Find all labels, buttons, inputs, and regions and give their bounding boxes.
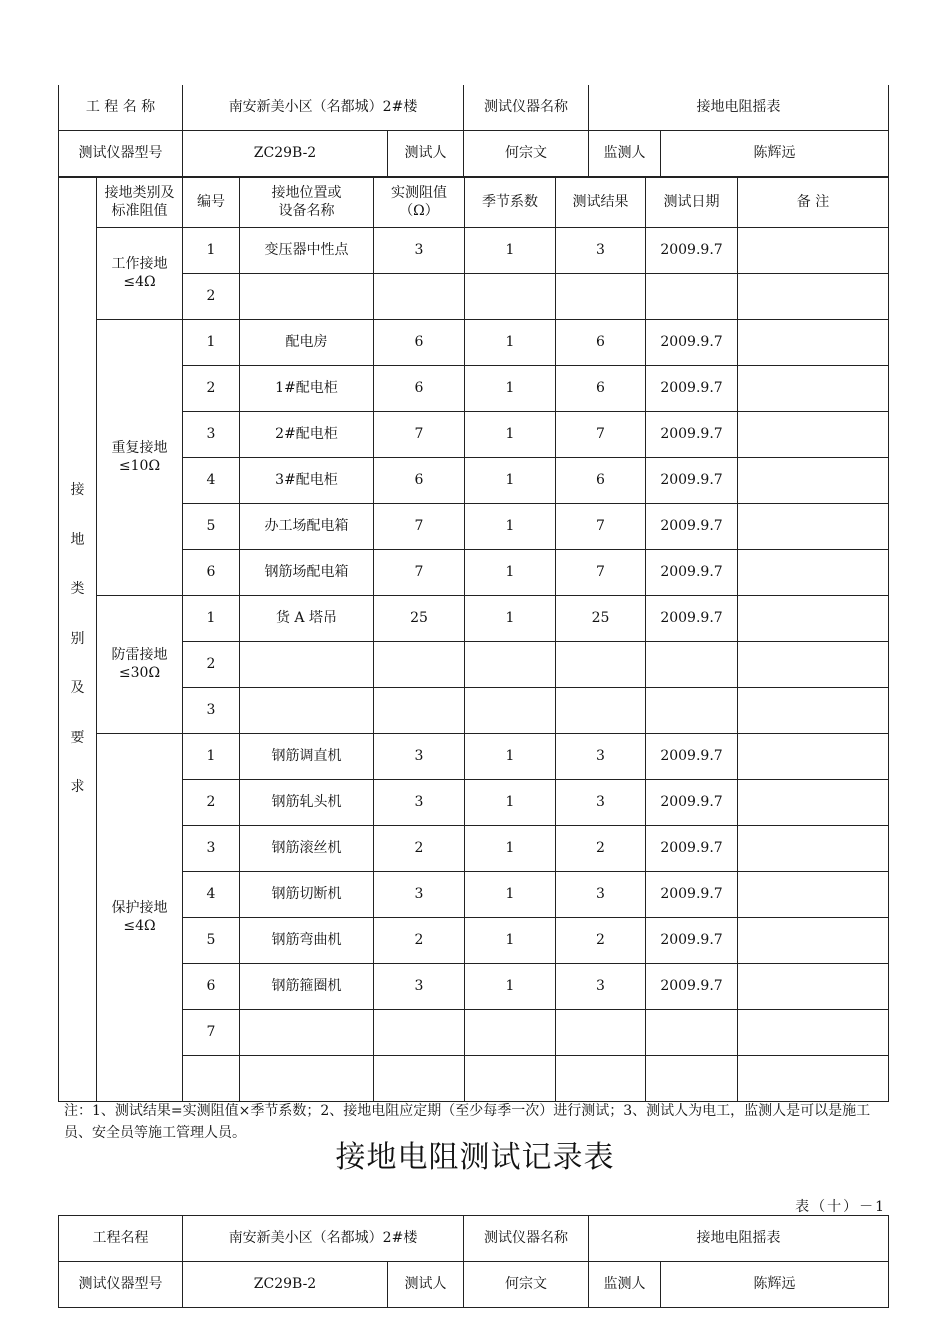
cell-location: 钢筋切断机 — [240, 872, 374, 918]
cell-remark — [738, 228, 889, 274]
cell-season: 1 — [465, 504, 556, 550]
cell-measured — [374, 688, 465, 734]
col-header-measured: 实测阻值 （Ω） — [374, 178, 465, 228]
cell-measured: 7 — [374, 550, 465, 596]
table-row — [59, 642, 889, 688]
cell-date: 2009.9.7 — [646, 320, 738, 366]
cell-season: 1 — [465, 780, 556, 826]
cell-location: 钢筋调直机 — [240, 734, 374, 780]
cell-remark — [738, 320, 889, 366]
cell-remark — [738, 918, 889, 964]
instrument-name-label: 测试仪器名称 — [464, 85, 589, 131]
table-row — [59, 596, 889, 642]
monitor-value: 陈辉远 — [661, 131, 889, 177]
cell-result: 3 — [556, 780, 646, 826]
cell-no: 1 — [183, 320, 240, 366]
group-type-standard: 重复接地 ≤10Ω — [97, 320, 183, 596]
col-header-season: 季节系数 — [465, 178, 556, 228]
cell-remark — [738, 596, 889, 642]
tester-label-2: 测试人 — [388, 1262, 464, 1308]
table-row — [59, 780, 889, 826]
cell-result — [556, 1010, 646, 1056]
cell-measured: 3 — [374, 780, 465, 826]
cell-season — [465, 642, 556, 688]
cell-date — [646, 1056, 738, 1102]
table-row — [59, 1010, 889, 1056]
monitor-label-2: 监测人 — [589, 1262, 661, 1308]
cell-no — [183, 1056, 240, 1102]
instrument-model-value-2: ZC29B-2 — [183, 1262, 388, 1308]
instrument-name-value-2: 接地电阻摇表 — [589, 1216, 889, 1262]
cell-location: 货 A 塔吊 — [240, 596, 374, 642]
cell-season: 1 — [465, 412, 556, 458]
cell-measured: 2 — [374, 826, 465, 872]
cell-remark — [738, 504, 889, 550]
cell-location: 钢筋箍圈机 — [240, 964, 374, 1010]
cell-measured: 6 — [374, 458, 465, 504]
cell-result — [556, 1056, 646, 1102]
cell-remark — [738, 734, 889, 780]
table-row — [59, 964, 889, 1010]
table-row — [59, 734, 889, 780]
cell-season: 1 — [465, 228, 556, 274]
monitor-label: 监测人 — [589, 131, 661, 177]
cell-measured: 6 — [374, 366, 465, 412]
cell-no: 7 — [183, 1010, 240, 1056]
cell-remark — [738, 872, 889, 918]
cell-season: 1 — [465, 734, 556, 780]
cell-season: 1 — [465, 826, 556, 872]
cell-date: 2009.9.7 — [646, 366, 738, 412]
cell-season: 1 — [465, 872, 556, 918]
cell-no: 4 — [183, 872, 240, 918]
cell-remark — [738, 550, 889, 596]
vertical-category-label: 接 地 类 别 及 要 求 — [59, 178, 97, 1102]
cell-remark — [738, 642, 889, 688]
cell-no: 6 — [183, 550, 240, 596]
cell-result — [556, 642, 646, 688]
col-header-result: 测试结果 — [556, 178, 646, 228]
cell-season — [465, 274, 556, 320]
cell-date: 2009.9.7 — [646, 826, 738, 872]
cell-date: 2009.9.7 — [646, 964, 738, 1010]
cell-season: 1 — [465, 964, 556, 1010]
cell-season: 1 — [465, 366, 556, 412]
cell-no: 2 — [183, 642, 240, 688]
cell-location — [240, 1056, 374, 1102]
cell-location: 钢筋轧头机 — [240, 780, 374, 826]
project-label-2: 工程名程 — [59, 1216, 183, 1262]
cell-date: 2009.9.7 — [646, 780, 738, 826]
note-text: 注：1、测试结果=实测阻值×季节系数；2、接地电阻应定期（至少每季一次）进行测试；3、测试人为电工，监测人是可以是施工员、安全员等施工管理人员。 — [64, 1103, 871, 1141]
cell-result: 7 — [556, 412, 646, 458]
cell-measured — [374, 1010, 465, 1056]
cell-measured: 3 — [374, 228, 465, 274]
project-label: 工 程 名 称 — [59, 85, 183, 131]
cell-result: 2 — [556, 918, 646, 964]
cell-no: 3 — [183, 688, 240, 734]
cell-no: 1 — [183, 228, 240, 274]
cell-measured — [374, 642, 465, 688]
cell-remark — [738, 964, 889, 1010]
cell-remark — [738, 826, 889, 872]
cell-no: 1 — [183, 734, 240, 780]
cell-location — [240, 688, 374, 734]
col-header-type-standard: 接地类别及 标准阻值 — [97, 178, 183, 228]
instrument-name-label-2: 测试仪器名称 — [464, 1216, 589, 1262]
table-row — [59, 1056, 889, 1102]
cell-location: 钢筋弯曲机 — [240, 918, 374, 964]
cell-date — [646, 274, 738, 320]
tester-value: 何宗文 — [464, 131, 589, 177]
cell-result: 3 — [556, 964, 646, 1010]
cell-measured: 2 — [374, 918, 465, 964]
table-row — [59, 274, 889, 320]
cell-measured: 3 — [374, 872, 465, 918]
cell-season — [465, 688, 556, 734]
cell-no: 6 — [183, 964, 240, 1010]
table-row — [59, 228, 889, 274]
measurement-table — [58, 177, 889, 1102]
cell-measured — [374, 274, 465, 320]
instrument-name-value: 接地电阻摇表 — [589, 85, 889, 131]
cell-location — [240, 274, 374, 320]
cell-measured: 25 — [374, 596, 465, 642]
cell-season: 1 — [465, 320, 556, 366]
cell-remark — [738, 780, 889, 826]
table-row — [59, 688, 889, 734]
cell-location: 配电房 — [240, 320, 374, 366]
cell-remark — [738, 1056, 889, 1102]
project-value-2: 南安新美小区（名都城）2#楼 — [183, 1216, 464, 1262]
cell-season: 1 — [465, 550, 556, 596]
cell-result: 6 — [556, 320, 646, 366]
cell-result: 3 — [556, 228, 646, 274]
cell-measured: 3 — [374, 734, 465, 780]
cell-location: 钢筋场配电箱 — [240, 550, 374, 596]
cell-result: 25 — [556, 596, 646, 642]
cell-result: 3 — [556, 872, 646, 918]
cell-no: 5 — [183, 504, 240, 550]
cell-remark — [738, 274, 889, 320]
cell-result: 2 — [556, 826, 646, 872]
cell-location — [240, 1010, 374, 1056]
col-header-location: 接地位置或 设备名称 — [240, 178, 374, 228]
table-row — [59, 412, 889, 458]
cell-date: 2009.9.7 — [646, 412, 738, 458]
cell-no: 3 — [183, 412, 240, 458]
group-type-standard: 工作接地 ≤4Ω — [97, 228, 183, 320]
col-header-date: 测试日期 — [646, 178, 738, 228]
tester-label: 测试人 — [388, 131, 464, 177]
cell-measured: 7 — [374, 412, 465, 458]
cell-location: 办工场配电箱 — [240, 504, 374, 550]
cell-remark — [738, 1010, 889, 1056]
cell-result — [556, 688, 646, 734]
cell-no: 2 — [183, 780, 240, 826]
form-title: 接地电阻测试记录表 — [335, 1140, 615, 1175]
tester-value-2: 何宗文 — [464, 1262, 589, 1308]
cell-date: 2009.9.7 — [646, 458, 738, 504]
column-header-row — [59, 178, 889, 228]
instrument-model-label: 测试仪器型号 — [59, 131, 183, 177]
cell-result: 7 — [556, 504, 646, 550]
cell-date: 2009.9.7 — [646, 504, 738, 550]
table-row — [59, 872, 889, 918]
project-value: 南安新美小区（名都城）2#楼 — [183, 85, 464, 131]
cell-no: 2 — [183, 366, 240, 412]
cell-no: 5 — [183, 918, 240, 964]
cell-date: 2009.9.7 — [646, 918, 738, 964]
header-table-2 — [58, 1215, 889, 1308]
cell-result: 3 — [556, 734, 646, 780]
cell-result: 6 — [556, 458, 646, 504]
cell-season — [465, 1010, 556, 1056]
cell-location: 2#配电柜 — [240, 412, 374, 458]
cell-date: 2009.9.7 — [646, 550, 738, 596]
table-row — [59, 320, 889, 366]
cell-result: 7 — [556, 550, 646, 596]
cell-no: 1 — [183, 596, 240, 642]
col-header-number: 编号 — [183, 178, 240, 228]
cell-no: 4 — [183, 458, 240, 504]
cell-season: 1 — [465, 918, 556, 964]
instrument-model-label-2: 测试仪器型号 — [59, 1262, 183, 1308]
cell-location: 变压器中性点 — [240, 228, 374, 274]
cell-date — [646, 642, 738, 688]
cell-remark — [738, 688, 889, 734]
cell-result — [556, 274, 646, 320]
cell-location: 钢筋滚丝机 — [240, 826, 374, 872]
table-row — [59, 550, 889, 596]
cell-no: 2 — [183, 274, 240, 320]
cell-date: 2009.9.7 — [646, 228, 738, 274]
cell-date — [646, 688, 738, 734]
cell-remark — [738, 366, 889, 412]
cell-measured: 7 — [374, 504, 465, 550]
cell-date: 2009.9.7 — [646, 734, 738, 780]
table-row — [59, 826, 889, 872]
cell-measured — [374, 1056, 465, 1102]
table-row — [59, 504, 889, 550]
group-type-standard: 保护接地 ≤4Ω — [97, 734, 183, 1102]
cell-date: 2009.9.7 — [646, 872, 738, 918]
cell-location — [240, 642, 374, 688]
header-table — [58, 85, 889, 177]
table-row — [59, 458, 889, 504]
form-number: 表（十）－1 — [795, 1199, 886, 1215]
cell-no: 3 — [183, 826, 240, 872]
cell-date — [646, 1010, 738, 1056]
cell-date: 2009.9.7 — [646, 596, 738, 642]
monitor-value-2: 陈辉远 — [661, 1262, 889, 1308]
cell-season — [465, 1056, 556, 1102]
cell-location: 3#配电柜 — [240, 458, 374, 504]
group-type-standard: 防雷接地 ≤30Ω — [97, 596, 183, 734]
cell-season: 1 — [465, 458, 556, 504]
table-row — [59, 918, 889, 964]
cell-measured: 6 — [374, 320, 465, 366]
cell-location: 1#配电柜 — [240, 366, 374, 412]
cell-remark — [738, 412, 889, 458]
table-row — [59, 366, 889, 412]
cell-result: 6 — [556, 366, 646, 412]
cell-measured: 3 — [374, 964, 465, 1010]
col-header-remark: 备 注 — [738, 178, 889, 228]
cell-season: 1 — [465, 596, 556, 642]
cell-remark — [738, 458, 889, 504]
instrument-model-value: ZC29B-2 — [183, 131, 388, 177]
